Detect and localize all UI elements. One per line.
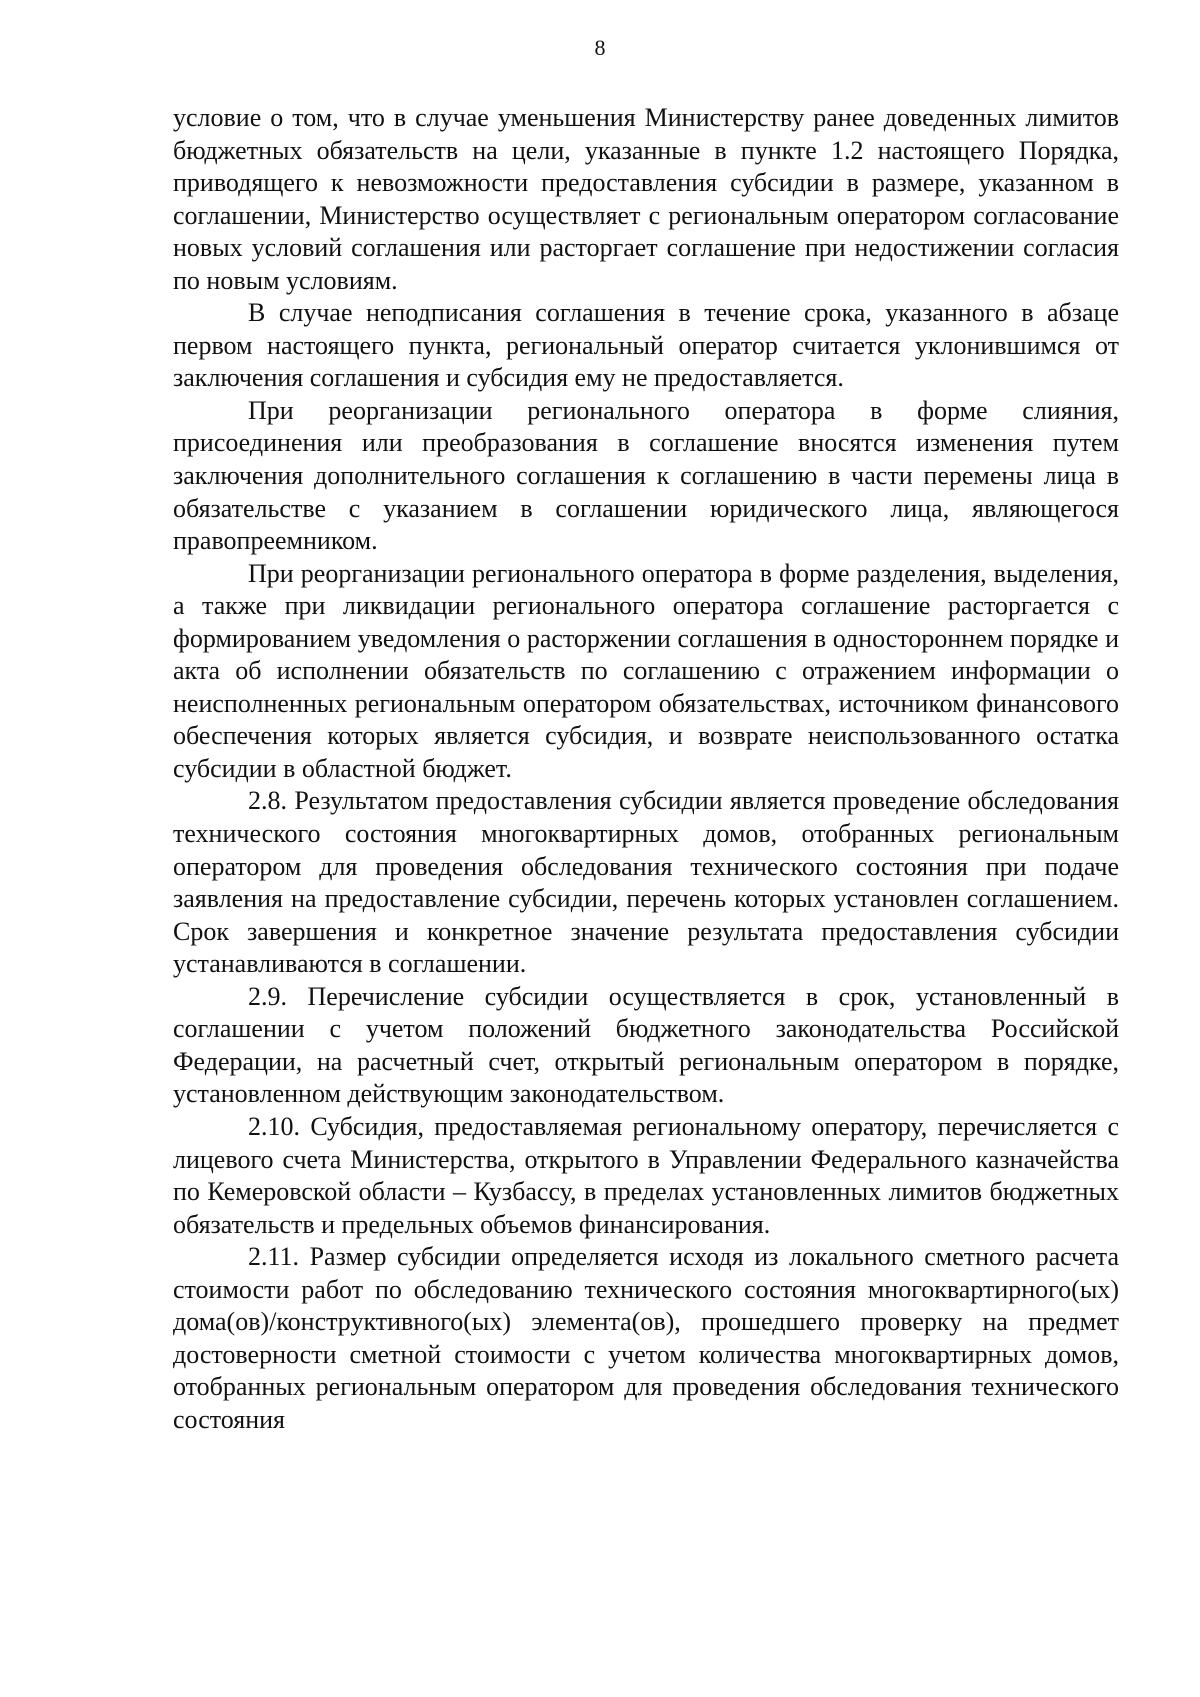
paragraph-2-10: 2.10. Субсидия, предоставляемая региональному оператору, перечисляется с лицевого счета Министерства, открытого в Управлении Федерального казначейства по Кемеровской области – Кузбассу, в пределах установленных лимитов бюджетных обязательств и предельных объемов финансирования. — [173, 1111, 1119, 1239]
paragraph-continuation: условие о том, что в случае уменьшения Министерству ранее доведенных лимитов бюджетных обязательств на цели, указанные в пункте 1.2 настоящего Порядка, приводящего к невозможности предоставления субсидии в размере, указанном в соглашении, Министерство осуществляет с региональным оператором согласование новых условий соглашения или расторгает соглашение при недостижении согласия по новым условиям. — [173, 103, 1119, 295]
page-number: 8 — [594, 35, 606, 60]
paragraph-unsigned-agreement: В случае неподписания соглашения в течение срока, указанного в абзаце первом настоящего пункта, региональный оператор считается уклонившимся от заключения соглашения и субсидия ему не предоставляется. — [173, 298, 1119, 393]
paragraph-reorganization-division: При реорганизации регионального оператора в форме разделения, выделения, а также при ликвидации регионального оператора соглашение расторгается с формированием уведомления о расторжении соглашения в одностороннем порядке и акта об исполнении обязательств по соглашению с отражением информации о неисполненных региональным оператором обязательствах, источником финансового обеспечения которых является субсидия, и возврате неиспользованного остатка субсидии в областной бюджет. — [173, 558, 1119, 783]
paragraph-2-9: 2.9. Перечисление субсидии осуществляется в срок, установленный в соглашении с учетом положений бюджетного законодательства Российской Федерации, на расчетный счет, открытый региональным оператором в порядке, установленном действующим законодательством. — [173, 981, 1119, 1109]
paragraph-2-11: 2.11. Размер субсидии определяется исходя из локального сметного расчета стоимости работ по обследованию технического состояния многоквартирного(ых) дома(ов)/конструктивного(ых) элемента(ов), прошедшего проверку на предмет достоверности сметной стоимости с учетом количества многоквартирных домов, отобранных региональным оператором для проведения обследования технического состояния — [173, 1242, 1119, 1434]
document-body — [173, 102, 1119, 1436]
paragraph-2-8: 2.8. Результатом предоставления субсидии является проведение обследования технического состояния многоквартирных домов, отобранных региональным оператором для проведения обследования технического состояния при подаче заявления на предоставление субсидии, перечень которых установлен соглашением. Срок завершения и конкретное значение результата предоставления субсидии устанавливаются в соглашении. — [173, 786, 1119, 979]
paragraph-reorganization-merger: При реорганизации регионального оператора в форме слияния, присоединения или преобразования в соглашение вносятся изменения путем заключения дополнительного соглашения к соглашению в части перемены лица в обязательстве с указанием в соглашении юридического лица, являющегося правопреемником. — [173, 395, 1119, 556]
